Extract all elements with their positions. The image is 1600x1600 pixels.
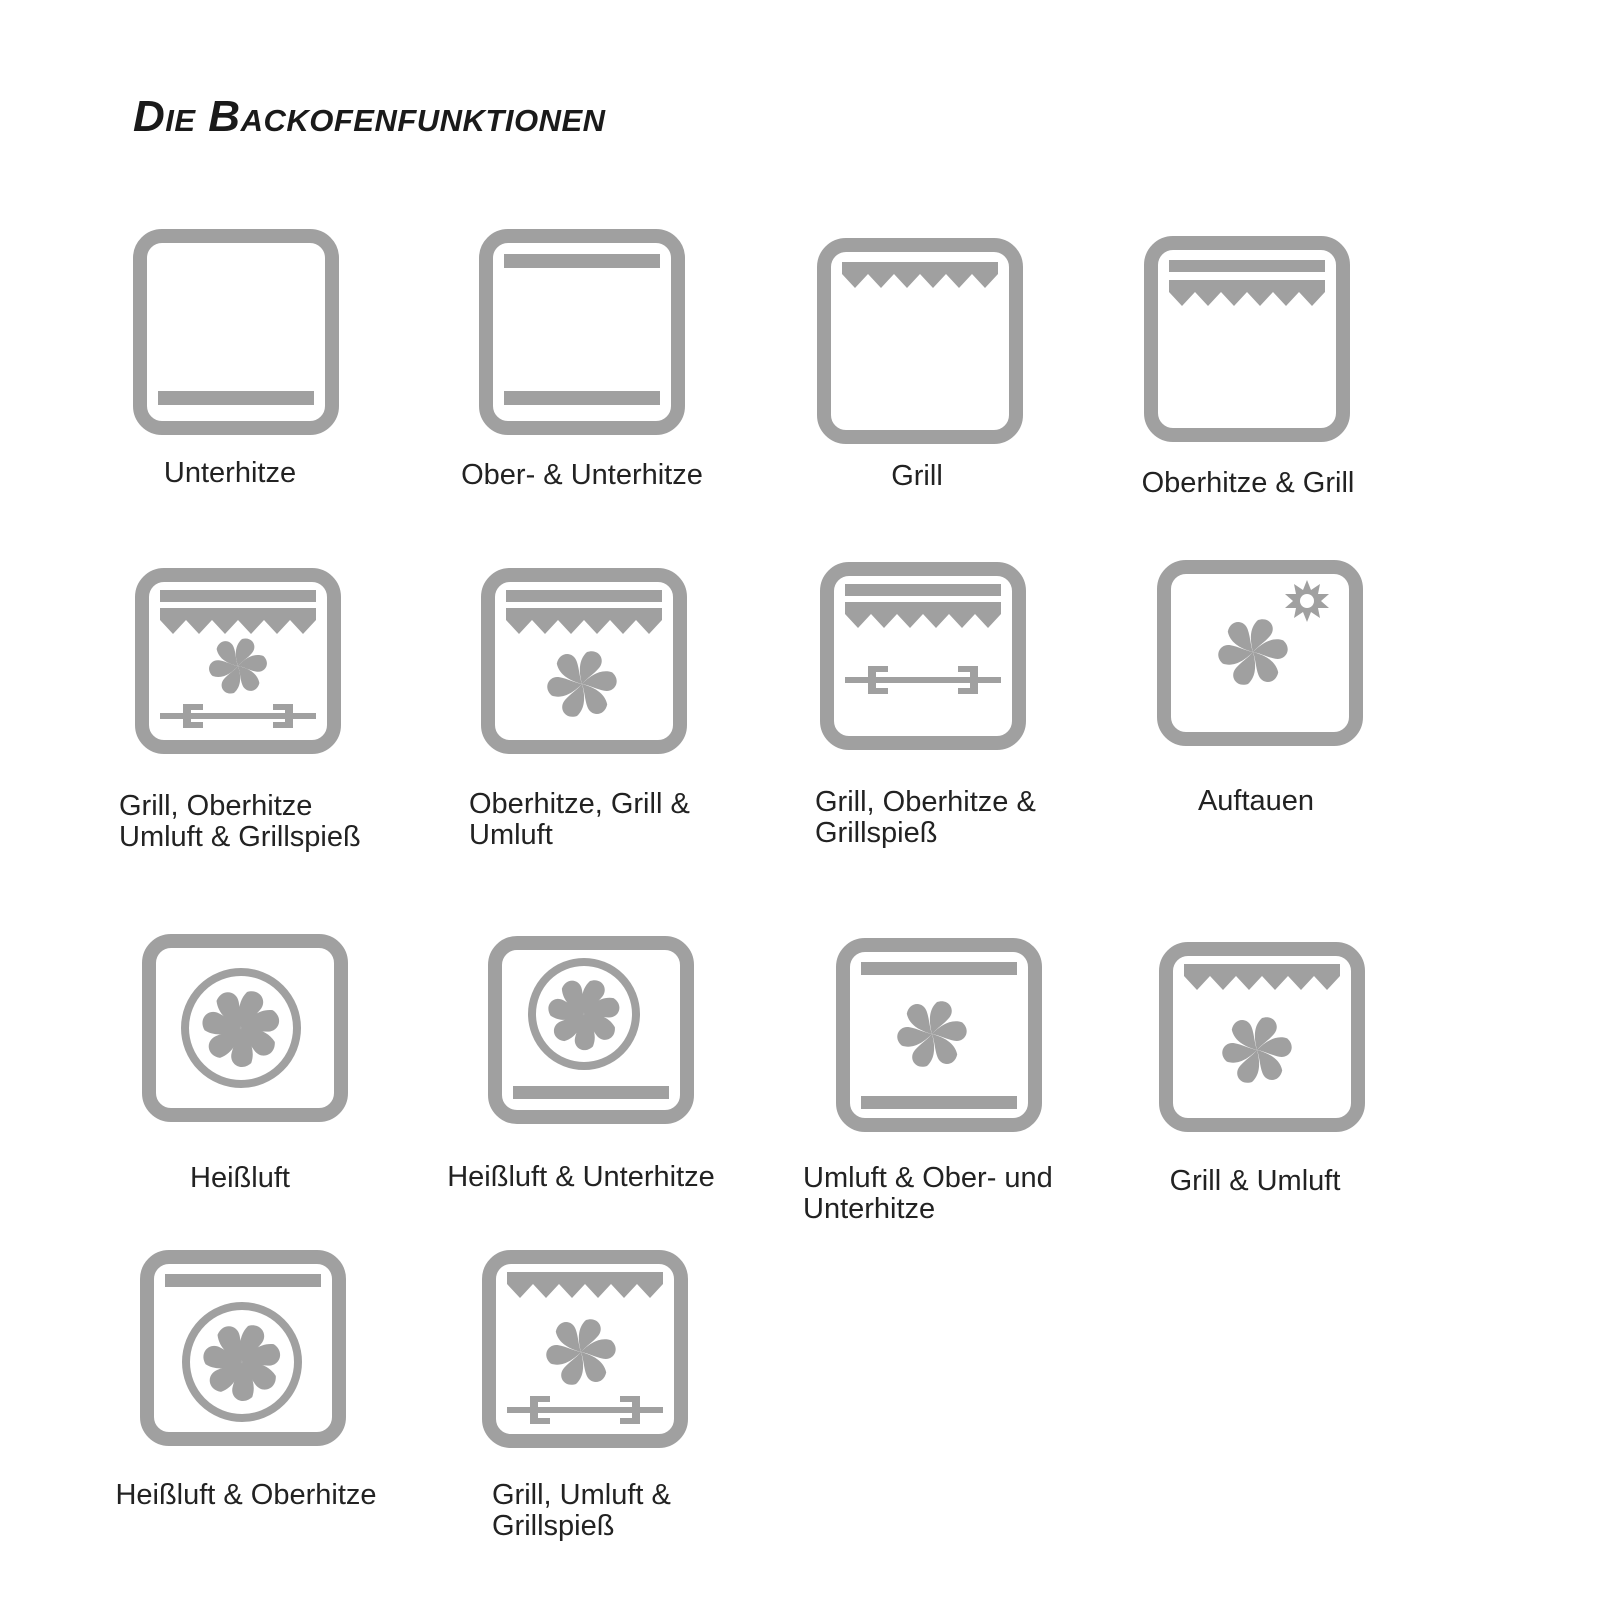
grill-top-fan-rotisserie-icon — [133, 566, 343, 756]
function-label: Grill — [891, 460, 943, 492]
hot-air-top-heat-icon — [138, 1248, 348, 1448]
grill-fan-icon — [1157, 940, 1367, 1134]
function-label: Heißluft & Oberhitze — [115, 1479, 377, 1511]
page-title: Die Backofenfunktionen — [133, 92, 606, 141]
function-label-line: Grill, Umluft & — [492, 1479, 671, 1511]
top-bottom-heat-icon — [477, 227, 687, 437]
function-label: Heißluft & Unterhitze — [447, 1161, 715, 1193]
function-label — [119, 791, 361, 853]
function-label — [815, 787, 1036, 849]
defrost-icon — [1155, 558, 1365, 748]
grill-fan-rotisserie-icon — [480, 1248, 690, 1450]
function-label: Unterhitze — [163, 457, 297, 489]
function-label: Grill & Umluft — [1169, 1165, 1341, 1197]
function-label-line: Grillspieß — [492, 1510, 615, 1542]
function-label-line: Umluft & Grillspieß — [119, 821, 361, 853]
bottom-heat-icon — [131, 227, 341, 437]
function-label: Auftauen — [1197, 785, 1315, 817]
hot-air-bottom-heat-icon — [486, 934, 696, 1126]
function-label: Heißluft — [190, 1162, 290, 1194]
function-label-line: Grill, Oberhitze & — [815, 786, 1036, 818]
function-label — [492, 1480, 671, 1542]
function-label-line: Umluft — [469, 819, 553, 851]
function-label-line: Grillspieß — [815, 817, 938, 849]
function-label-line: Unterhitze — [803, 1193, 936, 1225]
function-label-line: Oberhitze, Grill & — [469, 788, 690, 820]
function-label — [803, 1163, 1053, 1225]
top-heat-grill-icon — [1142, 234, 1352, 444]
function-label: Oberhitze & Grill — [1141, 467, 1355, 499]
function-label — [469, 789, 690, 851]
fan-top-bottom-heat-icon — [834, 936, 1044, 1134]
top-grill-fan-icon — [479, 566, 689, 756]
function-label-line: Grill, Oberhitze — [119, 790, 313, 822]
grill-top-rotisserie-icon — [818, 560, 1028, 752]
grill-icon — [815, 236, 1025, 446]
hot-air-icon — [140, 932, 350, 1124]
function-label: Ober- & Unterhitze — [461, 459, 703, 491]
function-label-line: Umluft & Ober- und — [803, 1162, 1053, 1194]
